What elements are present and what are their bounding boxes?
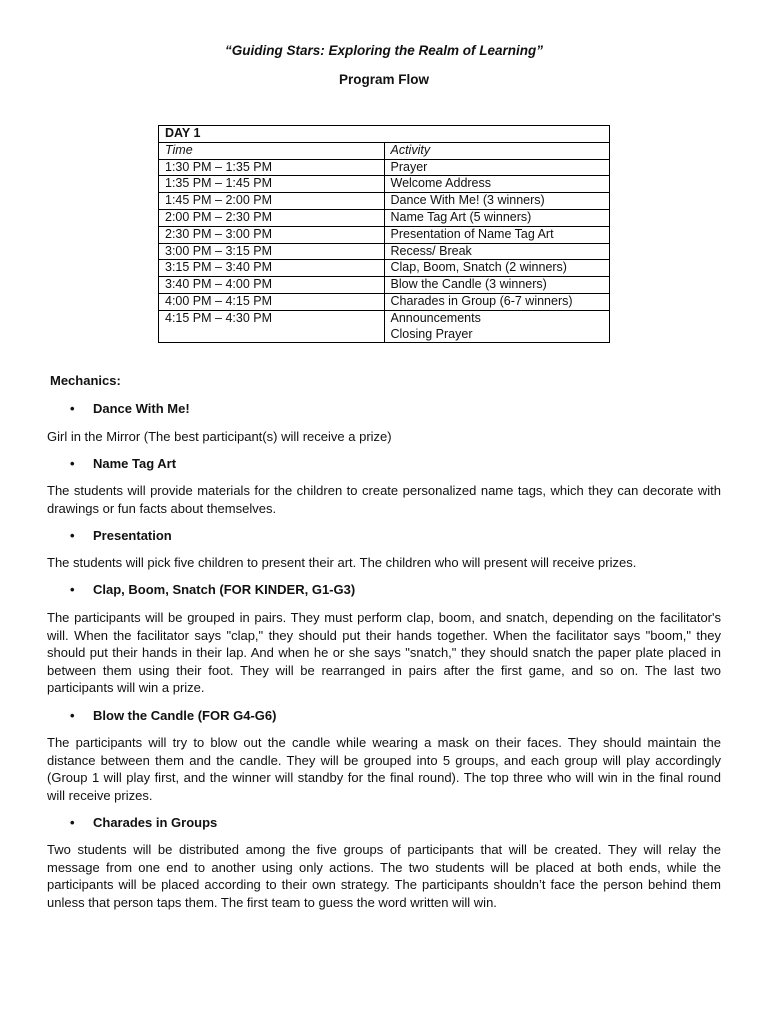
- activity-cell: Recess/ Break: [384, 243, 610, 260]
- mechanics-heading: Mechanics:: [50, 373, 121, 388]
- activity-cell: Charades in Group (6-7 winners): [384, 293, 610, 310]
- activity-line: Closing Prayer: [390, 326, 473, 341]
- time-cell: 1:35 PM – 1:45 PM: [159, 176, 385, 193]
- day-label: DAY 1: [159, 126, 610, 143]
- table-row: [159, 226, 610, 243]
- time-cell: 4:00 PM – 4:15 PM: [159, 293, 385, 310]
- activity-line: Announcements: [390, 310, 481, 325]
- activity-cell: Blow the Candle (3 winners): [384, 277, 610, 294]
- paragraph-name-tag: The students will provide materials for the children to create personalized name tags, which they can decorate with drawings or fun facts about themselves.: [47, 483, 721, 516]
- bullet-title: Clap, Boom, Snatch (FOR KINDER, G1-G3): [93, 582, 356, 597]
- bullet-icon: •: [70, 815, 75, 830]
- time-cell: 2:30 PM – 3:00 PM: [159, 226, 385, 243]
- bullet-heading-blow-candle: [70, 708, 276, 723]
- table-row: [159, 277, 610, 294]
- activity-cell: Presentation of Name Tag Art: [384, 226, 610, 243]
- table-day-row: [159, 126, 610, 143]
- table-row: [159, 176, 610, 193]
- paragraph-presentation: The students will pick five children to present their art. The children who will present will receive prizes.: [47, 555, 637, 570]
- bullet-title: Presentation: [93, 528, 172, 543]
- time-cell: 2:00 PM – 2:30 PM: [159, 209, 385, 226]
- activity-cell: Prayer: [384, 159, 610, 176]
- paragraph-clap-boom-snatch: The participants will be grouped in pairs. They must perform clap, boom, and snatch, depending on the facilitator's will. When the facilitator says "clap," they should put their hands together. When the facilitator says "boom," they should put their hands in their lap. And when he or she says "snatch," they should snatch the paper plate placed in between them using their foot. They will be rearranged in pairs after the first game, and so on. The last two participants will win a prize.: [47, 610, 721, 695]
- bullet-title: Dance With Me!: [93, 401, 190, 416]
- schedule-table: [158, 125, 610, 343]
- bullet-icon: •: [70, 528, 75, 543]
- time-cell: 3:40 PM – 4:00 PM: [159, 277, 385, 294]
- table-row: [159, 293, 610, 310]
- table-row: [159, 310, 610, 343]
- page-title: “Guiding Stars: Exploring the Realm of Learning”: [224, 43, 544, 58]
- time-cell: 1:45 PM – 2:00 PM: [159, 193, 385, 210]
- activity-cell: [384, 310, 610, 343]
- bullet-heading-name-tag: [70, 456, 176, 471]
- table-row: [159, 193, 610, 210]
- bullet-heading-clap-boom-snatch: [70, 582, 355, 597]
- time-cell: 3:00 PM – 3:15 PM: [159, 243, 385, 260]
- table-header-row: [159, 142, 610, 159]
- bullet-title: Charades in Groups: [93, 815, 218, 830]
- activity-cell: Name Tag Art (5 winners): [384, 209, 610, 226]
- paragraph-dance: Girl in the Mirror (The best participant(s) will receive a prize): [47, 429, 392, 444]
- column-header-time: Time: [159, 142, 385, 159]
- time-cell: 3:15 PM – 3:40 PM: [159, 260, 385, 277]
- activity-cell: Clap, Boom, Snatch (2 winners): [384, 260, 610, 277]
- time-cell: 4:15 PM – 4:30 PM: [159, 310, 385, 343]
- page-subtitle: Program Flow: [338, 72, 429, 87]
- column-header-activity: Activity: [384, 142, 610, 159]
- paragraph-blow-candle: The participants will try to blow out the candle while wearing a mask on their faces. They should maintain the distance between them and the candle. They will be grouped into 5 groups, and each group will play accordingly (Group 1 will play first, and the winner will standby for the final round). The top three who will win in the final round will receive prizes.: [47, 735, 721, 803]
- table-row: [159, 209, 610, 226]
- table-row: [159, 243, 610, 260]
- table-row: [159, 159, 610, 176]
- table-row: [159, 260, 610, 277]
- bullet-heading-charades: [70, 815, 217, 830]
- bullet-icon: •: [70, 401, 75, 416]
- bullet-heading-dance: [70, 401, 190, 416]
- time-cell: 1:30 PM – 1:35 PM: [159, 159, 385, 176]
- bullet-icon: •: [70, 456, 75, 471]
- bullet-title: Name Tag Art: [93, 456, 177, 471]
- activity-cell: Welcome Address: [384, 176, 610, 193]
- bullet-icon: •: [70, 708, 75, 723]
- bullet-icon: •: [70, 582, 75, 597]
- bullet-heading-presentation: [70, 528, 172, 543]
- bullet-title: Blow the Candle (FOR G4-G6): [93, 708, 277, 723]
- activity-cell: Dance With Me! (3 winners): [384, 193, 610, 210]
- paragraph-charades: Two students will be distributed among the five groups of participants that will be created. They will relay the message from one end to another using only actions. The two students will be placed at both ends, while the participants will be placed according to their own strategy. The participants shouldn’t face the person behind them unless that person taps them. The first team to guess the word written will win.: [47, 842, 721, 910]
